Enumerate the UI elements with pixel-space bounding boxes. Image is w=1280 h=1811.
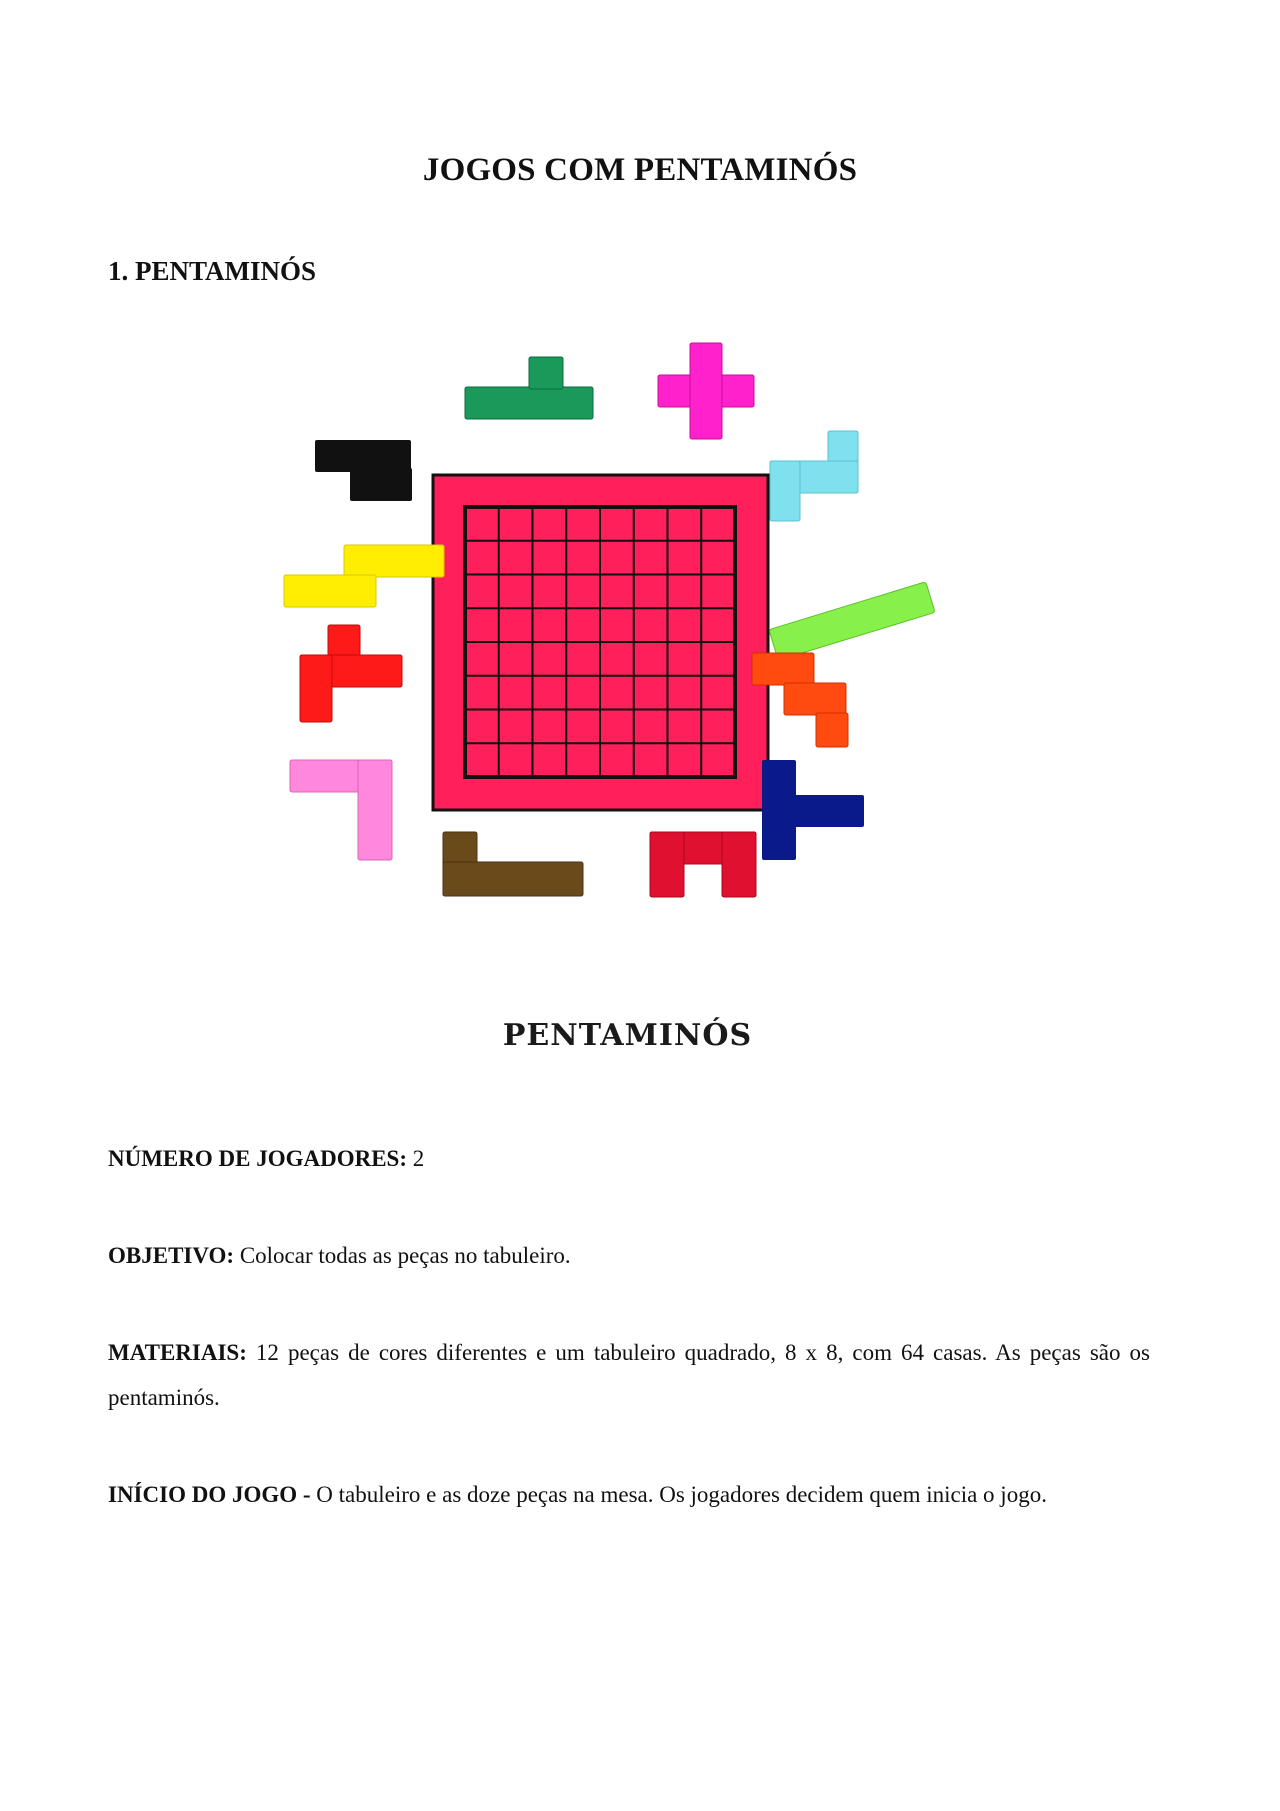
black-pentomino xyxy=(315,440,412,501)
magenta-pentomino xyxy=(658,343,754,439)
lime-pentomino xyxy=(769,582,935,661)
green-pentomino xyxy=(465,357,593,419)
crimson-pentomino xyxy=(650,832,756,897)
brown-pentomino xyxy=(443,832,583,896)
game-board xyxy=(433,475,768,810)
pink-pentomino xyxy=(290,760,392,860)
materials-text: 12 peças de cores diferentes e um tabuleiro quadrado, 8 x 8, com 64 casas. As peças são os pentaminós. xyxy=(108,1340,1150,1410)
players-label: NÚMERO DE JOGADORES: xyxy=(108,1146,408,1171)
yellow-pentomino xyxy=(284,545,444,607)
figure-caption: PENTAMINÓS xyxy=(502,1018,753,1053)
materials-paragraph xyxy=(108,1330,1150,1420)
start-paragraph xyxy=(108,1472,1150,1517)
players-text: 2 xyxy=(407,1146,425,1171)
section-heading: 1. PENTAMINÓS xyxy=(108,256,317,286)
navy-pentomino xyxy=(762,760,864,860)
objective-text: Colocar todas as peças no tabuleiro. xyxy=(234,1243,571,1268)
document-title: JOGOS COM PENTAMINÓS xyxy=(422,152,858,188)
cyan-pentomino xyxy=(770,431,858,521)
red-pentomino xyxy=(300,625,402,722)
pentomino-illustration xyxy=(270,335,970,945)
materials-label: MATERIAIS: xyxy=(108,1340,247,1365)
start-text: O tabuleiro e as doze peças na mesa. Os jogadores decidem quem inicia o jogo. xyxy=(310,1482,1047,1507)
objective-label: OBJETIVO: xyxy=(108,1243,235,1268)
pentomino-figure xyxy=(270,335,970,945)
players-paragraph xyxy=(108,1136,1150,1181)
start-label: INÍCIO DO JOGO - xyxy=(108,1482,311,1507)
objective-paragraph xyxy=(108,1233,1150,1278)
